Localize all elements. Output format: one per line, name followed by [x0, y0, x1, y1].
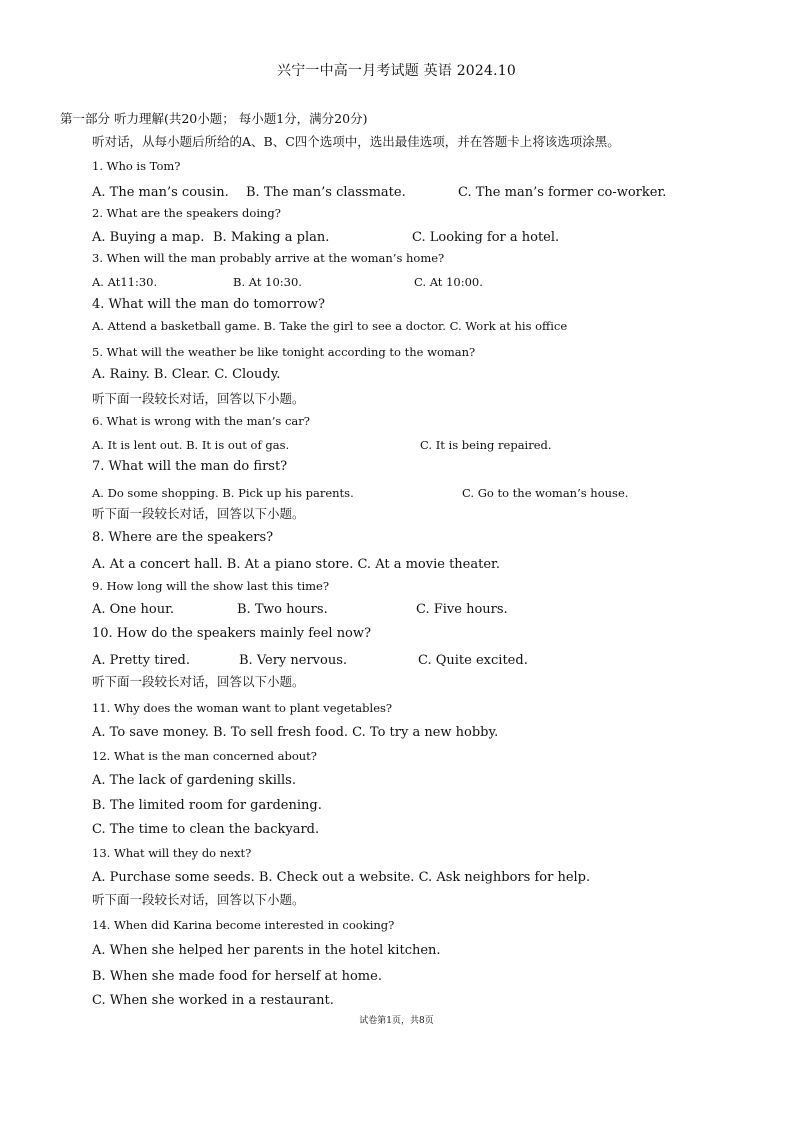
question-3: 3. When will the man probably arrive at the woman’s home? — [92, 251, 445, 265]
question-1-option-a: A. The man’s cousin. — [92, 185, 229, 200]
question-2: 2. What are the speakers doing? — [92, 206, 281, 220]
question-11: 11. Why does the woman want to plant vegetables? — [92, 701, 393, 715]
question-10-option-c: C. Quite excited. — [418, 653, 528, 668]
question-6-option-c: C. It is being repaired. — [420, 438, 552, 452]
question-14-option-b: B. When she made food for herself at home. — [92, 969, 382, 984]
question-12-option-a: A. The lack of gardening skills. — [92, 773, 296, 788]
question-3-option-a: A. At11:30. — [92, 275, 158, 289]
question-9-option-a: A. One hour. — [92, 602, 174, 617]
question-2-option-a: A. Buying a map. — [92, 230, 205, 245]
question-5: 5. What will the weather be like tonight according to the woman? — [92, 345, 476, 359]
question-4: 4. What will the man do tomorrow? — [92, 297, 325, 312]
question-12-option-c: C. The time to clean the backyard. — [92, 822, 320, 837]
segment-note-3: 听下面一段较长对话，回答以下小题。 — [92, 674, 305, 689]
question-2-option-b: B. Making a plan. — [213, 230, 330, 245]
section-instruction: 听对话，从每小题后所给的A、B、C四个选项中，选出最佳选项，并在答题卡上将该选项涂黑。 — [92, 134, 620, 149]
question-5-options: A. Rainy. B. Clear. C. Cloudy. — [92, 367, 281, 382]
question-9-option-c: C. Five hours. — [416, 602, 508, 617]
question-3-option-b: B. At 10:30. — [233, 275, 302, 289]
question-3-option-c: C. At 10:00. — [414, 275, 483, 289]
page-title: 兴宁一中高一月考试题 英语 2024.10 — [277, 63, 516, 79]
question-9-option-b: B. Two hours. — [237, 602, 328, 617]
question-7: 7. What will the man do first? — [92, 459, 288, 474]
question-14-option-c: C. When she worked in a restaurant. — [92, 993, 334, 1008]
question-7-options-ab: A. Do some shopping. B. Pick up his parents. — [92, 486, 354, 500]
question-6: 6. What is wrong with the man’s car? — [92, 414, 310, 428]
question-2-option-c: C. Looking for a hotel. — [412, 230, 560, 245]
question-8-options: A. At a concert hall. B. At a piano store. C. At a movie theater. — [92, 557, 500, 572]
segment-note-1: 听下面一段较长对话，回答以下小题。 — [92, 391, 305, 406]
question-7-option-c: C. Go to the woman’s house. — [462, 486, 629, 500]
question-12-option-b: B. The limited room for gardening. — [92, 798, 322, 813]
question-6-options-ab: A. It is lent out. B. It is out of gas. — [92, 438, 290, 452]
question-14: 14. When did Karina become interested in cooking? — [92, 918, 395, 932]
question-10-option-a: A. Pretty tired. — [92, 653, 190, 668]
question-10: 10. How do the speakers mainly feel now? — [92, 626, 371, 641]
section-heading: 第一部分 听力理解(共20小题； 每小题1分，满分20分) — [60, 111, 368, 126]
question-4-options: A. Attend a basketball game. B. Take the girl to see a doctor. C. Work at his office — [92, 319, 568, 333]
question-13-options: A. Purchase some seeds. B. Check out a website. C. Ask neighbors for help. — [92, 870, 591, 885]
question-8: 8. Where are the speakers? — [92, 530, 274, 545]
segment-note-2: 听下面一段较长对话，回答以下小题。 — [92, 506, 305, 521]
question-12: 12. What is the man concerned about? — [92, 749, 317, 763]
page-footer: 试卷第1页，共8页 — [359, 1016, 434, 1026]
question-1: 1. Who is Tom? — [92, 159, 181, 173]
question-13: 13. What will they do next? — [92, 846, 252, 860]
question-9: 9. How long will the show last this time? — [92, 579, 330, 593]
question-11-options: A. To save money. B. To sell fresh food. C. To try a new hobby. — [92, 725, 499, 740]
question-1-option-c: C. The man’s former co-worker. — [458, 185, 667, 200]
question-14-option-a: A. When she helped her parents in the hotel kitchen. — [92, 943, 441, 958]
question-10-option-b: B. Very nervous. — [239, 653, 348, 668]
question-1-option-b: B. The man’s classmate. — [246, 185, 406, 200]
segment-note-4: 听下面一段较长对话，回答以下小题。 — [92, 892, 305, 907]
